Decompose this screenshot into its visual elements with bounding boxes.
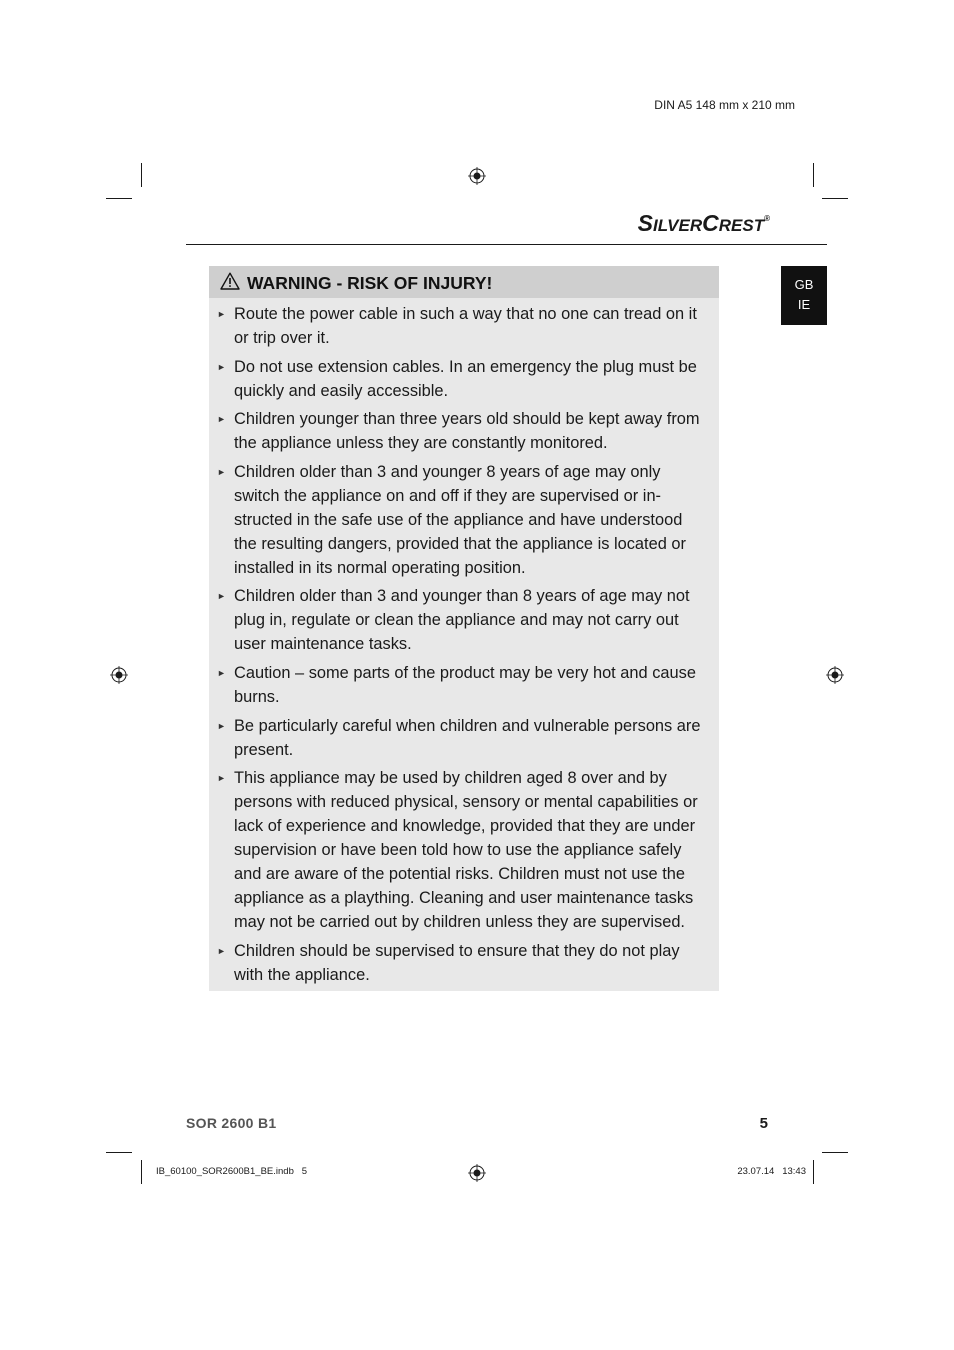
brand-initial-s: S [637, 210, 653, 236]
arrow-right-icon: ► [217, 591, 226, 602]
arrow-right-icon: ► [217, 720, 226, 731]
registration-mark-icon [468, 1164, 486, 1182]
page-number: 5 [759, 1115, 768, 1132]
arrow-right-icon: ► [217, 945, 226, 956]
list-item [209, 302, 719, 350]
brand-initial-c: C [702, 210, 719, 236]
warning-header [209, 266, 719, 298]
format-note: DIN A5 148 mm x 210 mm [654, 98, 795, 112]
registered-mark: ® [764, 214, 770, 223]
brand-rest-ilver: ILVER [653, 216, 703, 235]
list-item [209, 714, 719, 762]
warning-box [209, 266, 719, 991]
crop-mark [813, 163, 814, 187]
crop-mark [106, 198, 132, 199]
arrow-right-icon: ► [217, 466, 226, 477]
crop-mark [141, 163, 142, 187]
list-item-text: Be particularly careful when children and vulnerable persons are present. [234, 716, 701, 759]
list-item-text: Do not use extension cables. In an emergency the plug must be quickly and easily accessible. [234, 357, 697, 400]
slug-file-info: IB_60100_SOR2600B1_BE.indb 5 [156, 1166, 308, 1177]
arrow-right-icon: ► [217, 667, 226, 678]
crop-mark [813, 1160, 814, 1184]
arrow-right-icon: ► [217, 414, 226, 425]
list-item-text: Children younger than three years old should be kept away from the appliance unless they are constantly monitored. [234, 410, 700, 453]
crop-mark [822, 1152, 848, 1153]
list-item [209, 355, 719, 403]
list-item [209, 584, 719, 656]
list-item [209, 407, 719, 455]
arrow-right-icon: ► [217, 361, 226, 372]
crop-mark [822, 198, 848, 199]
list-item-text: This appliance may be used by children aged 8 over and by persons with reduced physical, sensory or mental capabilities or lack of experience and knowledge, provided that they are under supervision or have been told how to use the appliance safely and are aware of the potential risks. Children must not use the appliance as a plaything. Cleaning and user maintenance tasks may not be carried out by children unless they are supervised. [234, 769, 698, 932]
language-code-gb: GB [794, 277, 814, 292]
registration-mark-icon [110, 666, 128, 684]
language-code-ie: IE [797, 297, 811, 312]
list-item-text: Route the power cable in such a way that no one can tread on it or trip over it. [234, 305, 697, 347]
slug-datetime: 23.07.14 13:43 [737, 1166, 806, 1177]
list-item [209, 766, 719, 934]
crop-mark [106, 1152, 132, 1153]
list-item [209, 460, 719, 580]
list-item-text: Children older than 3 and younger 8 years of age may only switch the appliance on and off if they are supervised or in-structed in the safe use of the appliance and have understood the resulting dangers, provided that the appliance is located or installed in its normal operating position. [234, 462, 686, 577]
list-item [209, 661, 719, 709]
header-rule [186, 244, 827, 245]
list-item-text: Children should be supervised to ensure that they do not play with the appliance. [234, 941, 680, 984]
crop-mark [141, 1160, 142, 1184]
registration-mark-icon [468, 167, 486, 185]
arrow-right-icon: ► [217, 773, 226, 784]
brand-rest-rest: REST [718, 216, 765, 235]
brand-logo [590, 210, 770, 237]
warning-list [209, 302, 719, 991]
list-item [209, 939, 719, 987]
warning-triangle-icon [220, 272, 240, 290]
warning-title: WARNING - RISK OF INJURY! [247, 273, 493, 293]
language-tab [781, 266, 827, 325]
list-item-text: Caution – some parts of the product may be very hot and cause burns. [234, 663, 696, 706]
list-item-text: Children older than 3 and younger than 8 years of age may not plug in, regulate or clean the appliance and may not carry out user maintenance tasks. [234, 587, 690, 654]
arrow-right-icon: ► [217, 309, 226, 319]
registration-mark-icon [826, 666, 844, 684]
model-number: SOR 2600 B1 [186, 1115, 277, 1131]
